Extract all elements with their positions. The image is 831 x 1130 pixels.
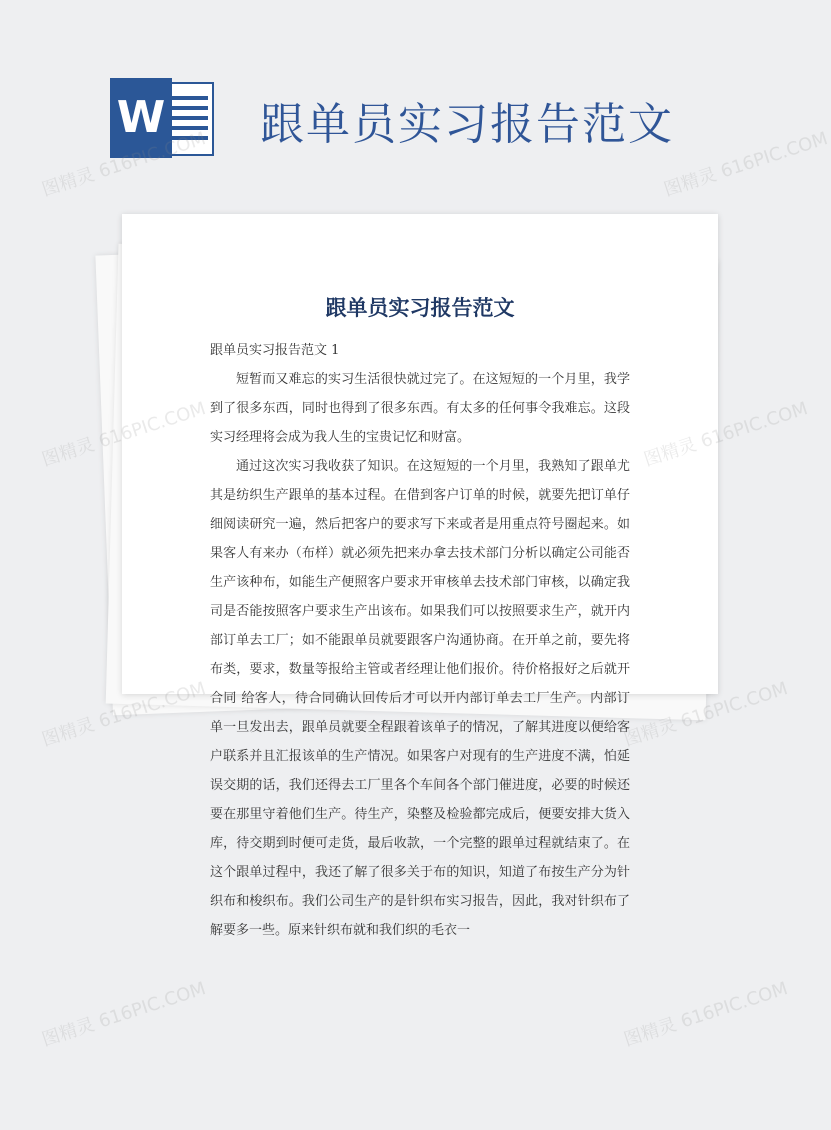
word-doc-icon: [110, 78, 214, 158]
watermark: 图精灵: [39, 434, 98, 471]
paragraph-2: 通过这次实习我收获了知识。在这短短的一个月里，我熟知了跟单尤其是纺织生产跟单的基本过程。在借到客户订单的时候，就要先把订单仔细阅读研究一遍，然后把客户的要求写下来或者是用重点符号圈起来。如果客人有来办（布样）就必须先把来办拿去技术部门分析以确定公司能否生产该种布，如能生产便照客户要求开审核单去技术部门审核，以确定我司是否能按照客户要求生产出该布。如果我们可以按照要求生产，就开内部订单去工厂；如不能跟单员就要跟客户沟通协商。在开单之前，要先将布类，要求，数量等报给主管或者经理让他们报价。待价格报好之后就开合同 给客人，待合同确认回传后才可以开内部订单去工厂生产。内部订单一旦发出去，跟单员就要全程跟着该单子的情况，了解其进度以便给客户联系并且汇报该单的生产情况。如果客户对现有的生产进度不满，怕延误交期的话，我们还得去工厂里各个车间各个部门催进度，必要的时候还要在那里守着他们生产。待生产，染整及检验都完成后，便要安排大货入库，待交期到时便可走货，最后收款，一个完整的跟单过程就结束了。在这个跟单过程中，我还了解了很多关于布的知识，知道了布按生产分为针织布和梭织布。我们公司生产的是针织布实习报告，因此，我对针织布了解要多一些。原来针织布就和我们织的毛衣一: [210, 459, 630, 938]
header-banner: [0, 0, 800, 200]
paragraph-1: 短暂而又难忘的实习生活很快就过完了。在这短短的一个月里，我学到了很多东西，同时也得到了很多东西。有太多的任何事令我难忘。这段实习经理将会成为我人生的宝贵记忆和财富。: [210, 372, 630, 445]
watermark: 图精灵: [39, 714, 98, 751]
watermark: 图精灵 616PIC.COM: [39, 128, 209, 201]
document-title: 跟单员实习报告范文: [325, 296, 515, 320]
word-letter-badge: W: [110, 78, 172, 158]
watermark: 图精灵 616PIC.COM: [661, 128, 831, 201]
document-body: [210, 336, 630, 945]
watermark: 图精灵 616PIC.COM: [641, 398, 811, 471]
page-title: 跟单员实习报告范文: [260, 99, 674, 150]
watermark: 图精灵 616PIC.COM: [621, 678, 791, 751]
watermark: 图精灵 616PIC.COM: [39, 978, 209, 1051]
document-subheading: 跟单员实习报告范文 1: [210, 343, 340, 358]
watermark: 图精灵 616PIC.COM: [621, 978, 791, 1051]
